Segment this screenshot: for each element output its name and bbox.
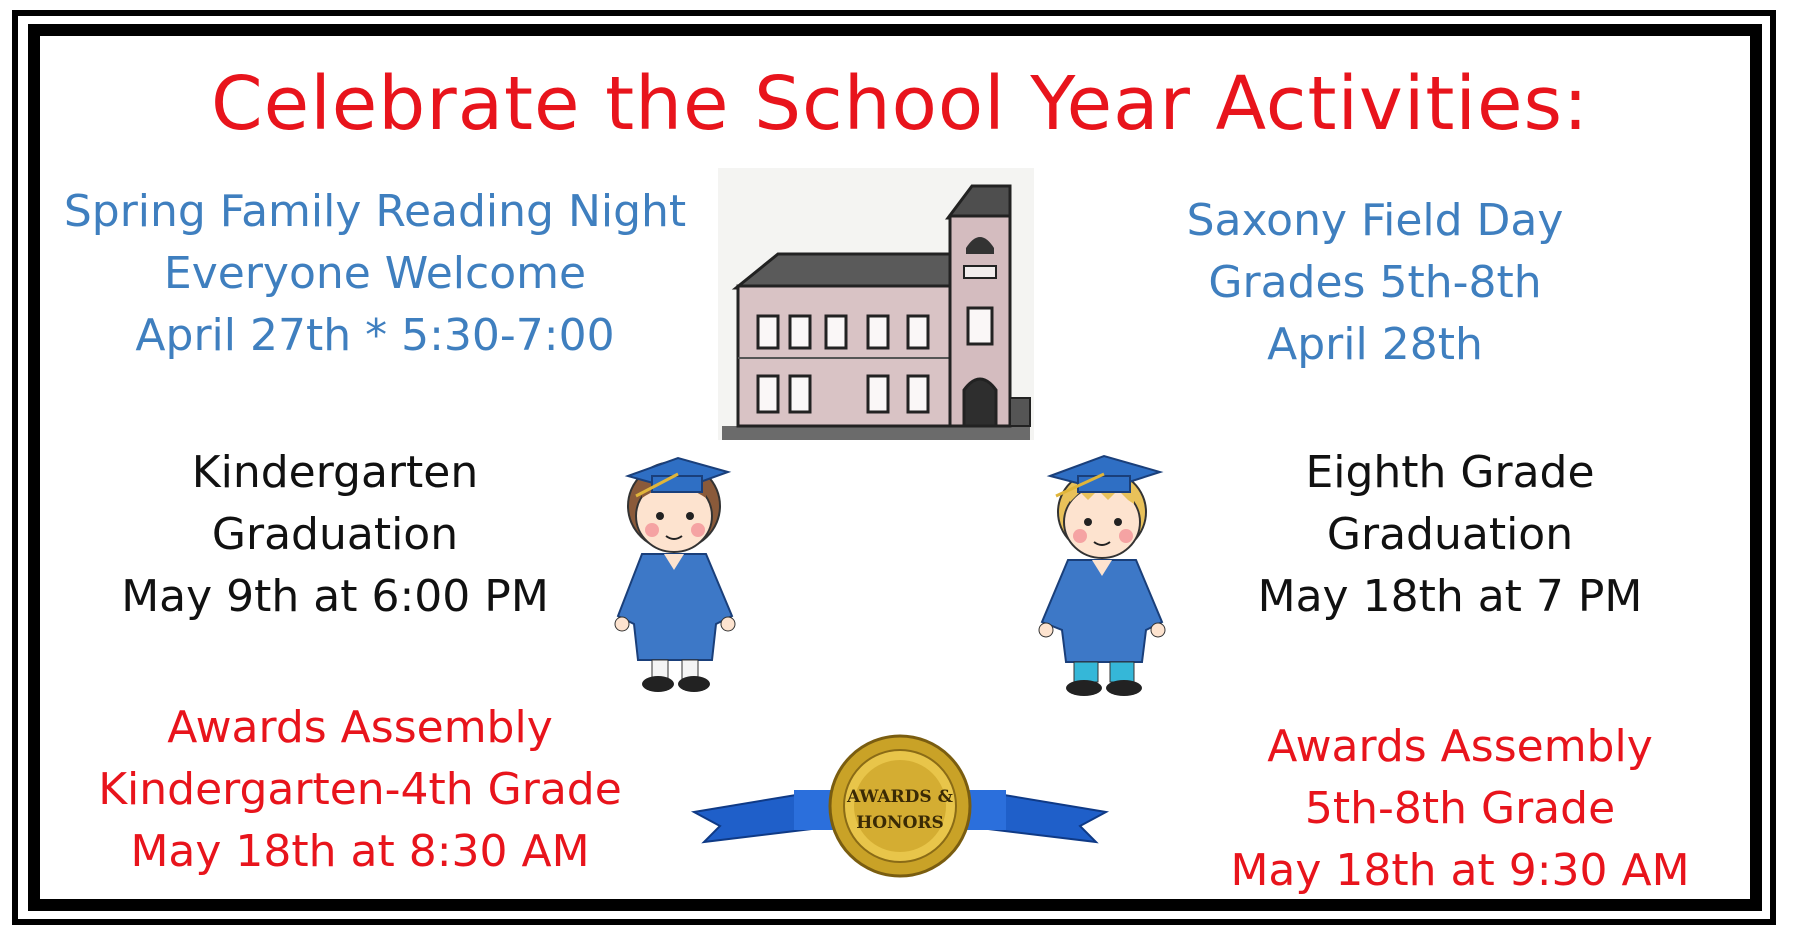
school-building-icon [718, 168, 1034, 440]
eighth-grad-line-3: May 18th at 7 PM [1257, 571, 1643, 622]
field-day-line-2: Grades 5th-8th [1208, 257, 1542, 308]
awards-k4-line-1: Awards Assembly [167, 702, 553, 753]
kinder-grad-block [80, 442, 590, 628]
girl-graduate-icon [608, 446, 756, 694]
awards-k4-line-3: May 18th at 8:30 AM [130, 826, 590, 877]
awards-58-line-3: May 18th at 9:30 AM [1230, 845, 1690, 896]
medal-line-2: HONORS [856, 813, 944, 833]
boy-graduate-icon [1030, 448, 1178, 698]
awards-58-block [1200, 716, 1720, 902]
eighth-grad-line-1: Eighth Grade [1305, 447, 1595, 498]
reading-night-block [40, 181, 710, 367]
kinder-grad-line-3: May 9th at 6:00 PM [121, 571, 549, 622]
awards-k4-block [40, 697, 680, 883]
kinder-grad-line-2: Graduation [211, 509, 459, 560]
medal-line-1: AWARDS & [847, 787, 953, 807]
awards-medal-icon [694, 730, 1106, 880]
field-day-block [1060, 190, 1690, 376]
eighth-grad-block [1200, 442, 1700, 628]
page-title: Celebrate the School Year Activities: [211, 61, 1589, 147]
eighth-grad-line-2: Graduation [1326, 509, 1574, 560]
reading-night-line-1: Spring Family Reading Night [63, 186, 687, 237]
field-day-line-3: April 28th [1267, 319, 1483, 370]
kinder-grad-line-1: Kindergarten [191, 447, 479, 498]
awards-58-line-1: Awards Assembly [1267, 721, 1653, 772]
awards-58-line-2: 5th-8th Grade [1304, 783, 1616, 834]
awards-k4-line-2: Kindergarten-4th Grade [98, 764, 622, 815]
reading-night-line-2: Everyone Welcome [163, 248, 587, 299]
reading-night-line-3: April 27th * 5:30-7:00 [135, 310, 615, 361]
field-day-line-1: Saxony Field Day [1186, 195, 1564, 246]
